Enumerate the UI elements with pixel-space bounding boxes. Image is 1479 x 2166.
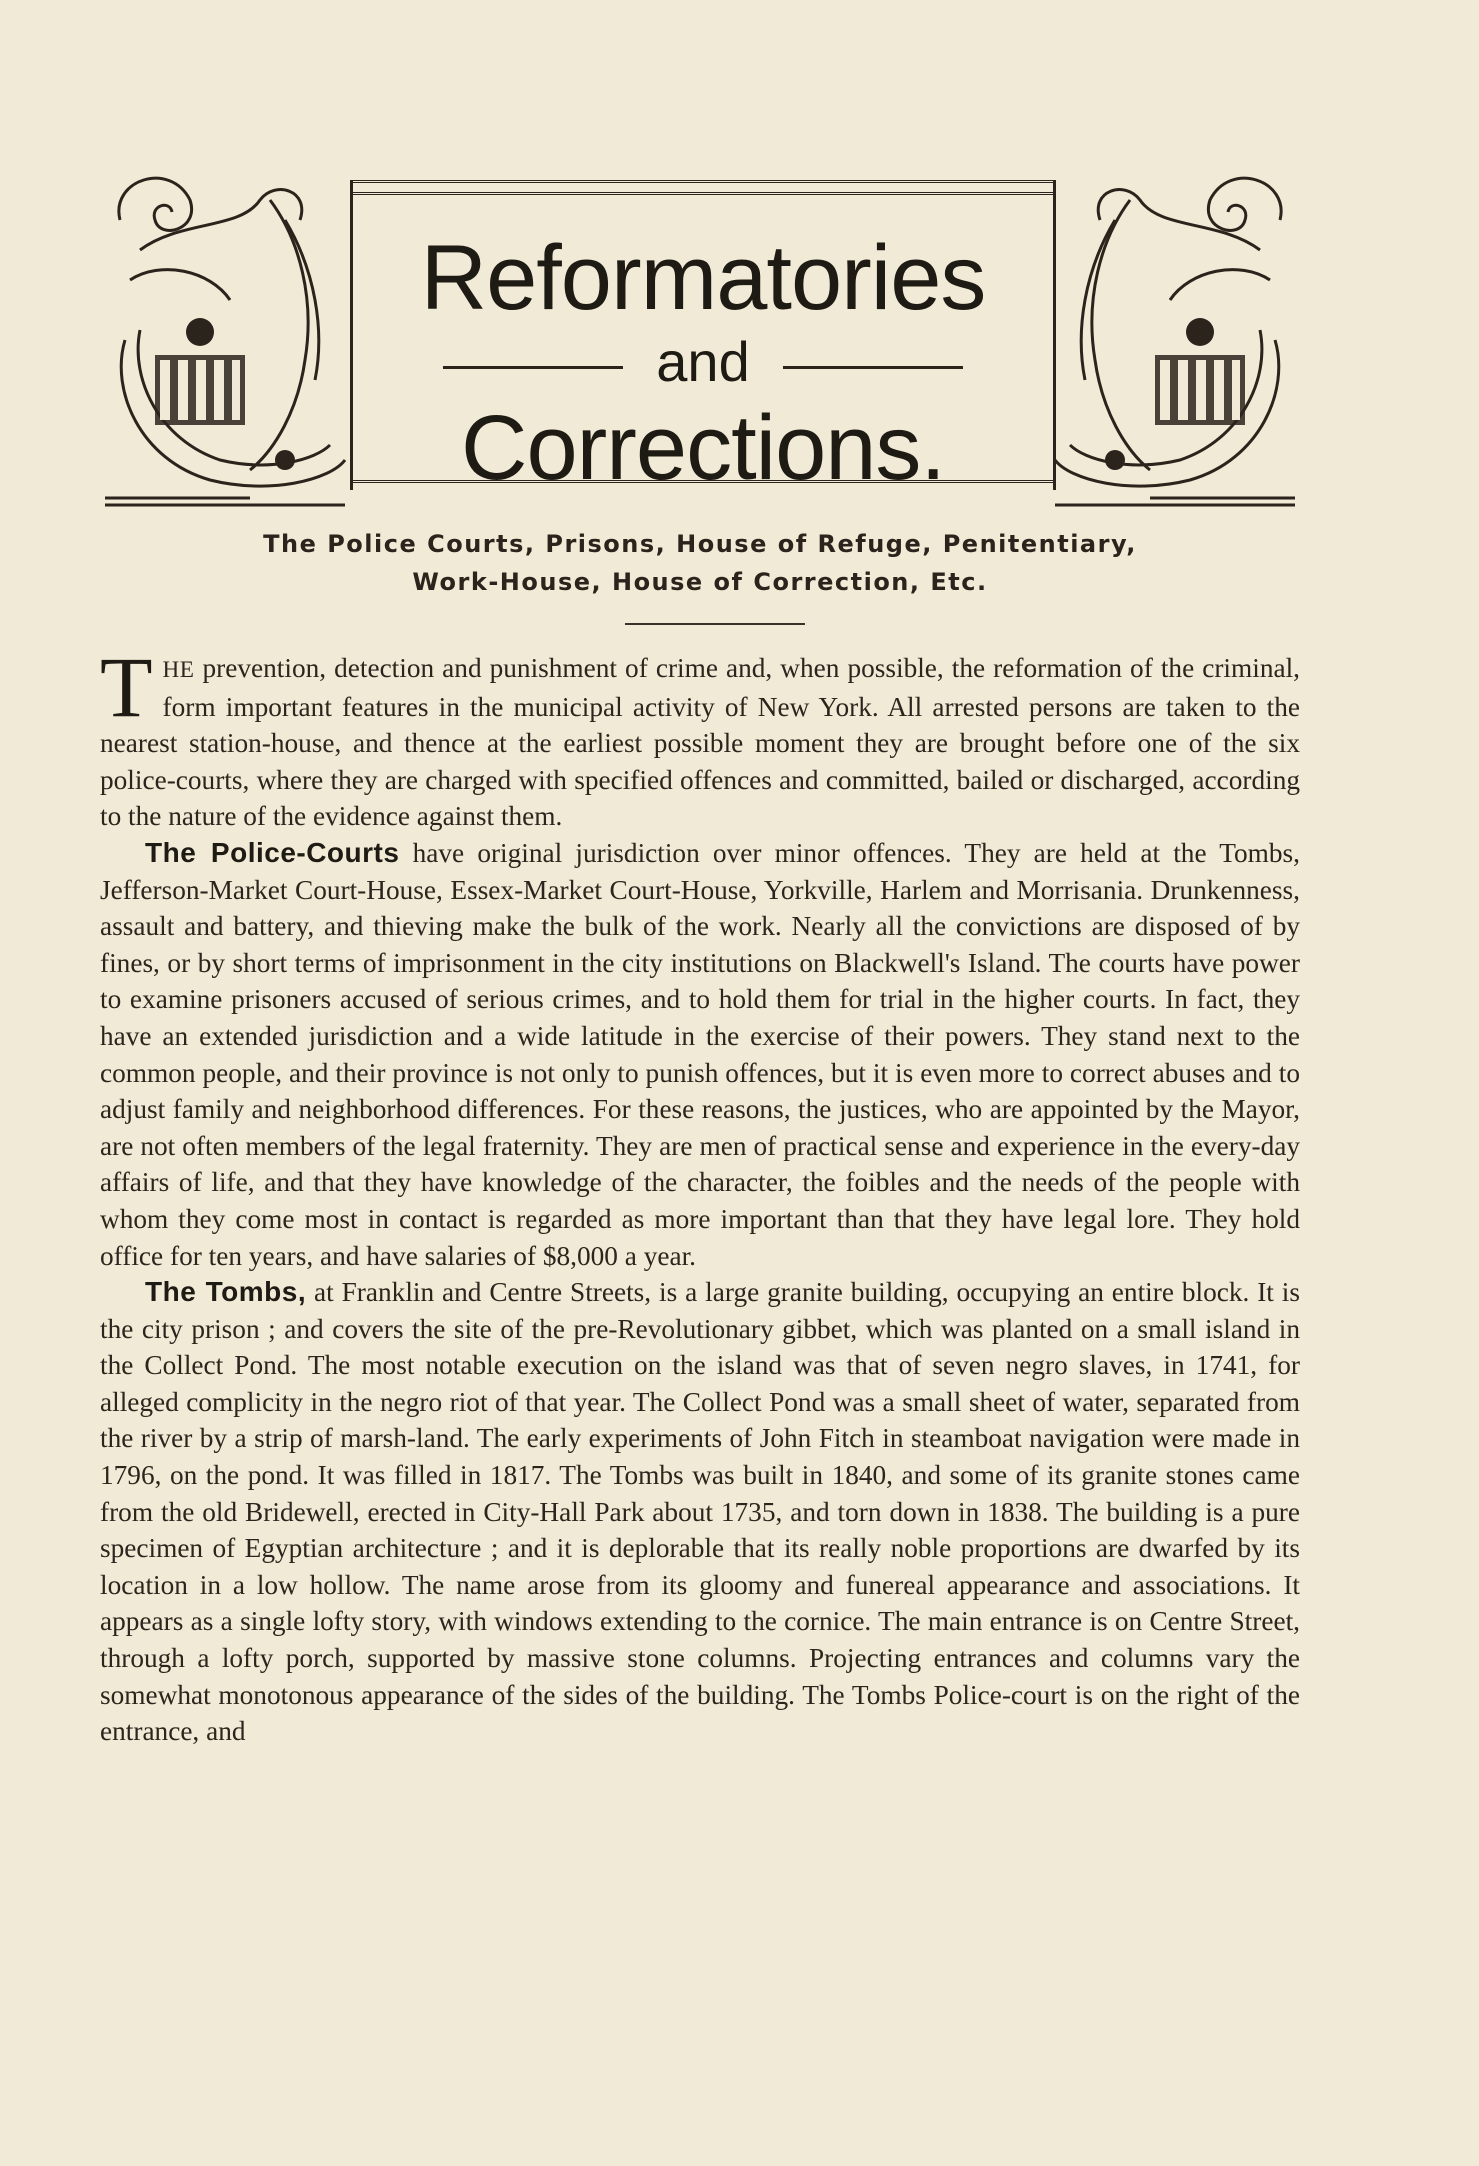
paragraph-police-courts (100, 835, 1300, 1274)
drop-cap: T (100, 639, 153, 735)
title-and: and (656, 330, 750, 393)
frame-top-rule (353, 180, 1053, 183)
right-scroll-ornament-icon (1050, 160, 1300, 510)
title-reformatories: Reformatories (420, 227, 986, 329)
frame-top-rule-inner (353, 192, 1053, 195)
title-corrections: Corrections. (461, 397, 945, 499)
paragraph-tombs (100, 1274, 1300, 1750)
paragraph-intro-text: prevention, detection and punishment of crime and, when possible, the reformation of the criminal, form important features in the municipal activity of New York. All arrested persons are taken to the nearest station-house, and thence at the earliest possible moment they are brought before one of the six police-courts, where they are charged with specified offences and committed, bailed or discharged, according to the nature of the evidence against them. (100, 653, 1300, 832)
section-heading-police-courts: The Police-Courts (145, 836, 400, 868)
section-divider (625, 623, 805, 625)
and-right-rule (783, 366, 963, 369)
section-heading-tombs: The Tombs, (145, 1276, 307, 1308)
subtitle-line-1: The Police Courts, Prisons, House of Refuge, Penitentiary, (263, 530, 1137, 558)
frame-bottom-rule (353, 480, 1053, 483)
paragraph-tombs-text: at Franklin and Centre Streets, is a large granite building, occupying an entire block. It is the city prison ; and covers the site of the pre-Revolutionary gibbet, which was planted on a small island in the Collect Pond. The most notable execution on the island was that of seven negro slaves, in 1741, for alleged complicity in the negro riot of that year. The Collect Pond was a small sheet of water, separated from the river by a strip of marsh-land. The early experiments of John Fitch in steamboat navigation were made in 1796, on the pond. It was filled in 1817. The Tombs was built in 1840, and some of its granite stones came from the old Bridewell, erected in City-Hall Park about 1735, and torn down in 1838. The building is a pure specimen of Egyptian architecture ; and it is deplorable that its really noble proportions are dwarfed by its location in a low hollow. The name arose from its gloomy and funereal appearance and associations. It appears as a single lofty story, with windows extending to the cornice. The main entrance is on Centre Street, through a lofty porch, supported by massive stone columns. Projecting entrances and columns vary the somewhat monotonous appearance of the sides of the building. The Tombs Police-court is on the right of the entrance, and (100, 1277, 1300, 1747)
subtitle-line-2: Work-House, House of Correction, Etc. (412, 568, 988, 596)
title-frame (350, 180, 1056, 499)
ornamental-heading (100, 160, 1300, 510)
paragraph-police-courts-text: have original jurisdiction over minor offences. They are held at the Tombs, Jefferson-Market Court-House, Essex-Market Court-House, Yorkville, Harlem and Morrisania. Drunkenness, assault and battery, and thieving make the bulk of the work. Nearly all the convictions are disposed of by fines, or by short terms of imprisonment in the city institutions on Blackwell's Island. The courts have power to examine prisoners accused of serious crimes, and to hold them for trial in the higher courts. In fact, they have an extended jurisdiction and a wide latitude in the exercise of their powers. They stand next to the common people, and their province is not only to punish offences, but it is even more to correct abuses and to adjust family and neighborhood differences. For these reasons, the justices, who are appointed by the Mayor, are not often members of the legal fraternity. They are men of practical sense and experience in the every-day affairs of life, and that they have knowledge of the character, the foibles and the needs of the people with whom they come most in contact is regarded as more important than that they have legal lore. They hold office for ten years, and have salaries of $8,000 a year. (100, 837, 1300, 1271)
left-scroll-ornament-icon (100, 160, 350, 510)
body-text (100, 639, 1300, 1750)
paragraph-intro (100, 639, 1300, 835)
intro-smallcaps: HE (162, 657, 195, 683)
